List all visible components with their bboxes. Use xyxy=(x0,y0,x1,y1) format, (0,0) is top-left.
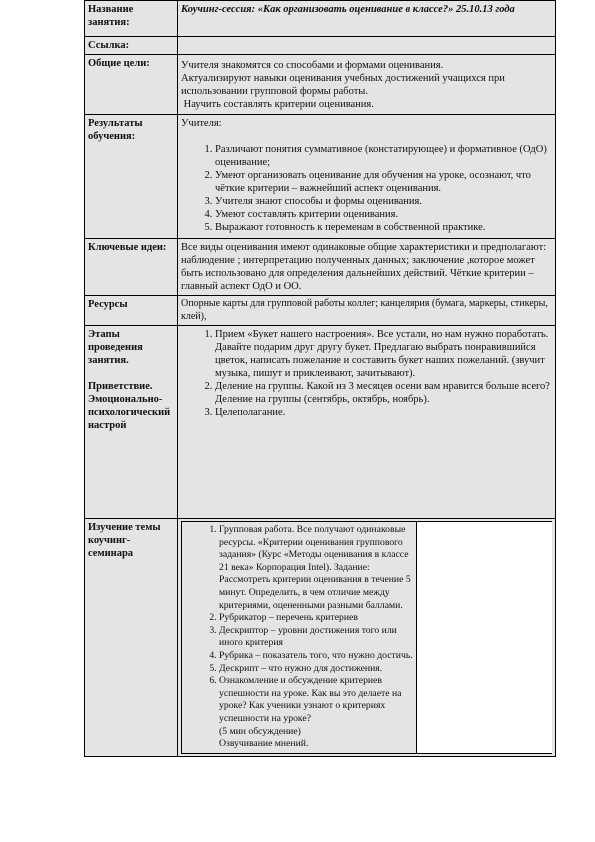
results-item: 2. Умеют организовать оценивание для обучения на уроке, осознают, что чёткие критерии – важнейший аспект оценивания. xyxy=(215,169,552,195)
study-label: Изучение темы коучинг-семинара xyxy=(85,519,178,757)
results-content xyxy=(178,115,556,239)
study-content xyxy=(178,519,556,757)
row-study xyxy=(85,519,556,757)
study-item-text: Ознакомление и обсуждение критериев успешности на уроке. Как вы это делаете на уроке? Как ученики узнают о критериях успешности на уроке? xyxy=(219,675,402,724)
goal-line: Научить составлять критерии оценивания. xyxy=(181,99,374,110)
stages-item: 1. Прием «Букет нашего настроения». Все устали, но нам нужно поработать. Давайте подарим друг другу букет. Предлагаю выбрать понравившийся цветок, написать пожелание и составить букет наших пожеланий. (звучит музыка, пишут и приклеивают, зачитывают). xyxy=(215,328,552,380)
results-item: 5. Выражают готовность к переменам в собственной практике. xyxy=(215,221,552,234)
study-list xyxy=(185,524,413,751)
row-resources xyxy=(85,296,556,326)
results-item: 4. Умеют составлять критерии оценивания. xyxy=(215,208,552,221)
study-item: 1. Групповая работа. Все получают одинаковые ресурсы. «Критерии оценивания группового задания» (Курс «Методы оценивания в классе 21 века» Корпорация Intel). Задание: Рассмотреть критерии оценивания в течение 5 минут. Определить, в чем отличие между критериями, оцененными разными баллами. xyxy=(219,524,413,612)
results-intro: Учителя: xyxy=(181,118,222,129)
study-list-cell xyxy=(182,522,417,754)
goal-line: Учителя знакомятся со способами и формами оценивания. xyxy=(181,60,444,71)
row-stages xyxy=(85,326,556,519)
goals-label: Общие цели: xyxy=(85,55,178,115)
stages-item: 2. Деление на группы. Какой из 3 месяцев осени вам нравится больше всего? Деление на группы (сентябрь, октябрь, ноябрь). xyxy=(215,380,552,406)
results-list xyxy=(181,143,552,234)
stages-list xyxy=(181,328,552,419)
lesson-plan-table xyxy=(84,0,556,757)
study-item: 3. Дескриптор – уровни достижения того или иного критерия xyxy=(219,625,413,650)
study-extra-line: Озвучивание мнений. xyxy=(219,738,309,750)
study-item: 2. Рубрикатор – перечень критериев xyxy=(219,612,413,625)
study-item: 4. Рубрика – показатель того, что нужно достичь. xyxy=(219,650,413,663)
study-inner-row xyxy=(182,522,553,754)
results-item: 1. Различают понятия суммативное (констатирующее) и формативное (ОдО) оценивание; xyxy=(215,143,552,169)
goals-content xyxy=(178,55,556,115)
stages-item: 3. Целеполагание. xyxy=(215,406,552,419)
lesson-name-label: Название занятия: xyxy=(85,1,178,37)
study-item xyxy=(219,675,413,751)
row-goals xyxy=(85,55,556,115)
study-extra-line: (5 мин обсуждение) xyxy=(219,725,301,737)
resources-label: Ресурсы xyxy=(85,296,178,326)
study-item: 5. Дескрипт – что нужно для достижения. xyxy=(219,663,413,676)
row-link xyxy=(85,37,556,55)
row-results xyxy=(85,115,556,239)
key-ideas-value: Все виды оценивания имеют одинаковые общие характеристики и предполагают: наблюдение ; интерпретацию полученных данных; заключение ,которое может быть использовано для определения дальнейших действий. Чёткие критерии – главный аспект ОдО и ОО. xyxy=(178,239,556,296)
row-lesson-name xyxy=(85,1,556,37)
resources-value: Опорные карты для групповой работы коллег; канцелярия (бумага, маркеры, стикеры, клей), xyxy=(178,296,556,326)
study-inner-table xyxy=(181,521,552,754)
stages-label-line: Приветствие. Эмоционально-психологический настрой xyxy=(88,381,171,431)
results-item: 3. Учителя знают способы и формы оценивания. xyxy=(215,195,552,208)
lesson-plan-document xyxy=(84,0,556,757)
link-label: Ссылка: xyxy=(85,37,178,55)
stages-label xyxy=(85,326,178,519)
row-key-ideas xyxy=(85,239,556,296)
study-empty-cell xyxy=(417,522,553,754)
stages-content xyxy=(178,326,556,519)
goal-line: Актуализируют навыки оценивания учебных достижений учащихся при использовании групповой формы работы. xyxy=(181,73,505,97)
stages-label-line: Этапы проведения занятия. xyxy=(88,329,143,366)
lesson-name-value: Коучинг-сессия: «Как организовать оценивание в классе?» 25.10.13 года xyxy=(178,1,556,37)
link-value xyxy=(178,37,556,55)
key-ideas-label: Ключевые идеи: xyxy=(85,239,178,296)
results-label: Результаты обучения: xyxy=(85,115,178,239)
